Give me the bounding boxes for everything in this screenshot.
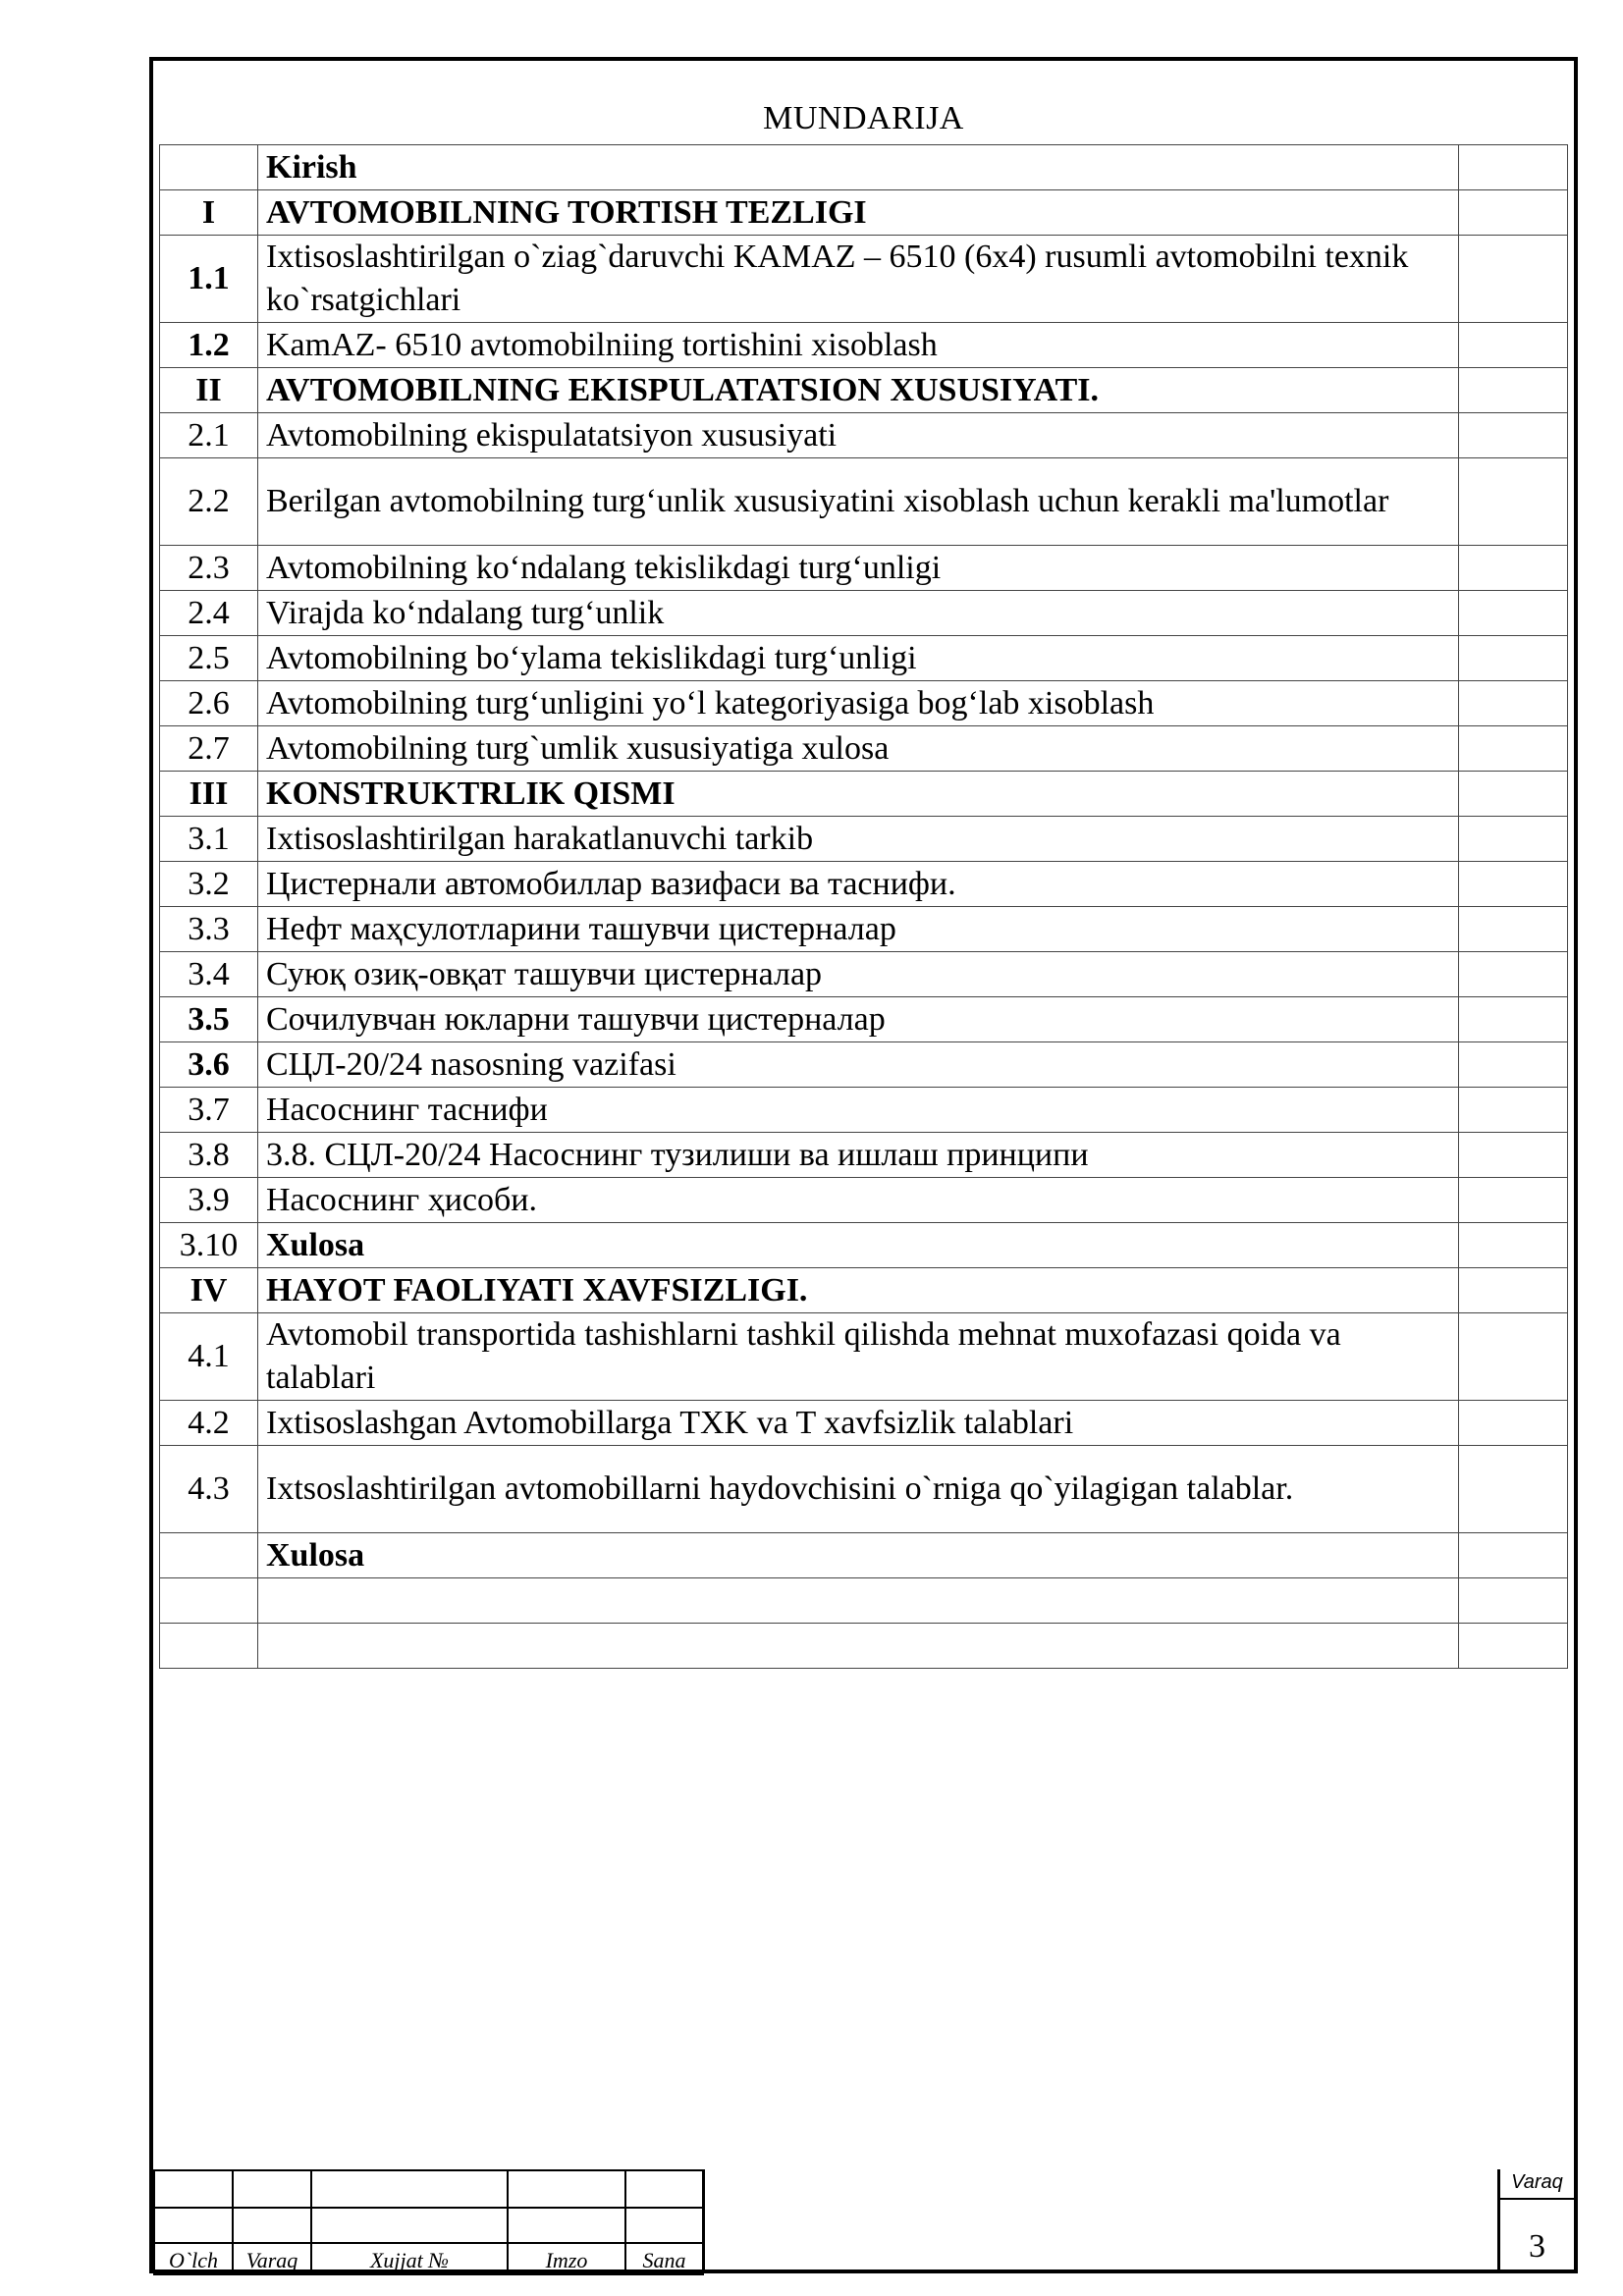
toc-row — [160, 413, 1568, 458]
toc-section-title: Avtomobilning ekispulatatsiyon xususiyati — [258, 413, 1459, 458]
toc-section-number: III — [160, 772, 258, 817]
toc-page-cell — [1459, 1401, 1568, 1446]
toc-page-cell — [1459, 1313, 1568, 1401]
toc-section-number: 4.1 — [160, 1313, 258, 1401]
toc-section-title: Xulosa — [258, 1223, 1459, 1268]
toc-section-title: Цистернали автомобиллар вазифаси ва таснифи. — [258, 862, 1459, 907]
toc-section-number: 1.2 — [160, 323, 258, 368]
stamp-cell — [625, 2170, 703, 2208]
toc-section-title: Насоснинг таснифи — [258, 1088, 1459, 1133]
toc-row — [160, 1446, 1568, 1533]
toc-page-cell — [1459, 907, 1568, 952]
toc-section-title: Нефт маҳсулотларини ташувчи цистерналар — [258, 907, 1459, 952]
toc-section-title: Avtomobil transportida tashishlarni tashkil qilishda mehnat muxofazasi qoida va talablari — [258, 1313, 1459, 1401]
toc-row — [160, 1178, 1568, 1223]
toc-section-title: Ixtisoslashtirilgan harakatlanuvchi tarkib — [258, 817, 1459, 862]
toc-section-number: 2.7 — [160, 726, 258, 772]
toc-section-number: 3.9 — [160, 1178, 258, 1223]
toc-section-title: Ixtisoslashtirilgan o`ziag`daruvchi KAMAZ – 6510 (6x4) rusumli avtomobilni texnik ko`rsatgichlari — [258, 236, 1459, 323]
toc-section-title: Virajda ko‘ndalang turg‘unlik — [258, 591, 1459, 636]
toc-row — [160, 1133, 1568, 1178]
toc-row — [160, 907, 1568, 952]
stamp-header-olch: O`lch — [154, 2243, 233, 2274]
toc-section-title: Berilgan avtomobilning turg‘unlik xususiyatini xisoblash uchun kerakli ma'lumotlar — [258, 458, 1459, 546]
toc-section-title: Суюқ озиқ-овқат ташувчи цистерналар — [258, 952, 1459, 997]
toc-page-cell — [1459, 772, 1568, 817]
toc-page-cell — [1459, 1223, 1568, 1268]
toc-section-title: Avtomobilning turg`umlik xususiyatiga xulosa — [258, 726, 1459, 772]
toc-section-number: 3.2 — [160, 862, 258, 907]
toc-row — [160, 368, 1568, 413]
toc-section-number: 3.3 — [160, 907, 258, 952]
toc-section-number — [160, 1578, 258, 1624]
stamp-cell — [233, 2170, 311, 2208]
stamp-cell — [625, 2208, 703, 2243]
toc-section-title: Avtomobilning ko‘ndalang tekislikdagi turg‘unligi — [258, 546, 1459, 591]
toc-section-number: 3.6 — [160, 1042, 258, 1088]
toc-section-title: Ixtisoslashgan Avtomobillarga TXK va T xavfsizlik talablari — [258, 1401, 1459, 1446]
toc-row — [160, 591, 1568, 636]
toc-row — [160, 772, 1568, 817]
toc-section-title: СЦЛ-20/24 nasosning vazifasi — [258, 1042, 1459, 1088]
toc-section-number: I — [160, 190, 258, 236]
page-number: 3 — [1529, 2228, 1545, 2265]
stamp-cell — [233, 2208, 311, 2243]
toc-section-number: 2.6 — [160, 681, 258, 726]
toc-page-cell — [1459, 952, 1568, 997]
toc-row — [160, 1624, 1568, 1669]
toc-section-number: 3.4 — [160, 952, 258, 997]
toc-section-number: 2.1 — [160, 413, 258, 458]
stamp-grid — [153, 2169, 704, 2275]
toc-section-title: Ixtsoslashtirilgan avtomobillarni haydovchisini o`rniga qo`yilagigan talablar. — [258, 1446, 1459, 1533]
toc-section-title: Сочилувчан юкларни ташувчи цистерналар — [258, 997, 1459, 1042]
toc-section-title: AVTOMOBILNING TORTISH TEZLIGI — [258, 190, 1459, 236]
toc-page-cell — [1459, 862, 1568, 907]
toc-page-cell — [1459, 1446, 1568, 1533]
toc-row — [160, 681, 1568, 726]
toc-section-number: 2.2 — [160, 458, 258, 546]
page-title: MUNDARIJA — [763, 100, 964, 136]
toc-page-cell — [1459, 1088, 1568, 1133]
toc-section-title — [258, 1578, 1459, 1624]
title-block-stamp — [153, 2169, 1574, 2273]
toc-page-cell — [1459, 368, 1568, 413]
sheet-number-box — [1497, 2169, 1574, 2273]
toc-row — [160, 236, 1568, 323]
toc-section-title: AVTOMOBILNING EKISPULATATSION XUSUSIYATI. — [258, 368, 1459, 413]
toc-row — [160, 862, 1568, 907]
toc-row — [160, 1223, 1568, 1268]
toc-row — [160, 997, 1568, 1042]
toc-page-cell — [1459, 997, 1568, 1042]
toc-section-number: 3.7 — [160, 1088, 258, 1133]
toc-page-cell — [1459, 190, 1568, 236]
stamp-cell — [508, 2208, 625, 2243]
toc-page-cell — [1459, 1578, 1568, 1624]
toc-page-cell — [1459, 458, 1568, 546]
stamp-header-imzo: Imzo — [508, 2243, 625, 2274]
toc-section-title: KONSTRUKTRLIK QISMI — [258, 772, 1459, 817]
toc-section-title: Насоснинг ҳисоби. — [258, 1178, 1459, 1223]
toc-section-number: II — [160, 368, 258, 413]
toc-section-title: HAYOT FAOLIYATI XAVFSIZLIGI. — [258, 1268, 1459, 1313]
toc-page-cell — [1459, 546, 1568, 591]
toc-section-number: 2.4 — [160, 591, 258, 636]
stamp-cell — [311, 2208, 508, 2243]
toc-page-cell — [1459, 636, 1568, 681]
toc-section-number: 4.3 — [160, 1446, 258, 1533]
toc-section-title: Avtomobilning turg‘unligini yo‘l kategoriyasiga bog‘lab xisoblash — [258, 681, 1459, 726]
toc-page-cell — [1459, 145, 1568, 190]
toc-page-cell — [1459, 1178, 1568, 1223]
stamp-title-area — [702, 2169, 1497, 2273]
toc-row — [160, 726, 1568, 772]
toc-row — [160, 323, 1568, 368]
toc-page-cell — [1459, 1042, 1568, 1088]
toc-row — [160, 1578, 1568, 1624]
toc-page-cell — [1459, 681, 1568, 726]
toc-page-cell — [1459, 1268, 1568, 1313]
sheet-label: Varaq — [1500, 2171, 1574, 2200]
toc-row — [160, 1088, 1568, 1133]
toc-page-cell — [1459, 726, 1568, 772]
toc-page-cell — [1459, 817, 1568, 862]
toc-section-number: 2.5 — [160, 636, 258, 681]
toc-section-number: 3.1 — [160, 817, 258, 862]
toc-page-cell — [1459, 1133, 1568, 1178]
toc-row — [160, 458, 1568, 546]
toc-row — [160, 1313, 1568, 1401]
toc-row — [160, 145, 1568, 190]
toc-section-title: Avtomobilning bo‘ylama tekislikdagi turg‘unligi — [258, 636, 1459, 681]
toc-section-number — [160, 1533, 258, 1578]
toc-section-title — [258, 1624, 1459, 1669]
toc-page-cell — [1459, 1533, 1568, 1578]
toc-row — [160, 1042, 1568, 1088]
toc-row — [160, 952, 1568, 997]
toc-section-title: 3.8. СЦЛ-20/24 Насоснинг тузилиши ва ишлаш принципи — [258, 1133, 1459, 1178]
toc-section-title: KamAZ- 6510 avtomobilniing tortishini xisoblash — [258, 323, 1459, 368]
toc-section-number: 1.1 — [160, 236, 258, 323]
toc-row — [160, 190, 1568, 236]
toc-row — [160, 546, 1568, 591]
toc-section-title: Kirish — [258, 145, 1459, 190]
stamp-cell — [154, 2170, 233, 2208]
toc-row — [160, 636, 1568, 681]
stamp-cell — [508, 2170, 625, 2208]
stamp-cell — [311, 2170, 508, 2208]
toc-row — [160, 1268, 1568, 1313]
table-of-contents — [159, 144, 1568, 1669]
toc-row — [160, 1533, 1568, 1578]
toc-page-cell — [1459, 591, 1568, 636]
toc-row — [160, 1401, 1568, 1446]
toc-page-cell — [1459, 1624, 1568, 1669]
toc-page-cell — [1459, 323, 1568, 368]
toc-page-cell — [1459, 236, 1568, 323]
stamp-header-sana: Sana — [625, 2243, 703, 2274]
toc-section-number: 2.3 — [160, 546, 258, 591]
toc-section-number: 3.8 — [160, 1133, 258, 1178]
toc-section-number — [160, 145, 258, 190]
page-frame — [149, 57, 1578, 2273]
toc-section-number: IV — [160, 1268, 258, 1313]
toc-section-number: 4.2 — [160, 1401, 258, 1446]
stamp-header-xujjat: Xujjat № — [311, 2243, 508, 2274]
stamp-header-varaq: Varaq — [233, 2243, 311, 2274]
toc-row — [160, 817, 1568, 862]
stamp-cell — [154, 2208, 233, 2243]
toc-section-number — [160, 1624, 258, 1669]
toc-section-number: 3.10 — [160, 1223, 258, 1268]
toc-page-cell — [1459, 413, 1568, 458]
toc-section-number: 3.5 — [160, 997, 258, 1042]
toc-section-title: Xulosa — [258, 1533, 1459, 1578]
